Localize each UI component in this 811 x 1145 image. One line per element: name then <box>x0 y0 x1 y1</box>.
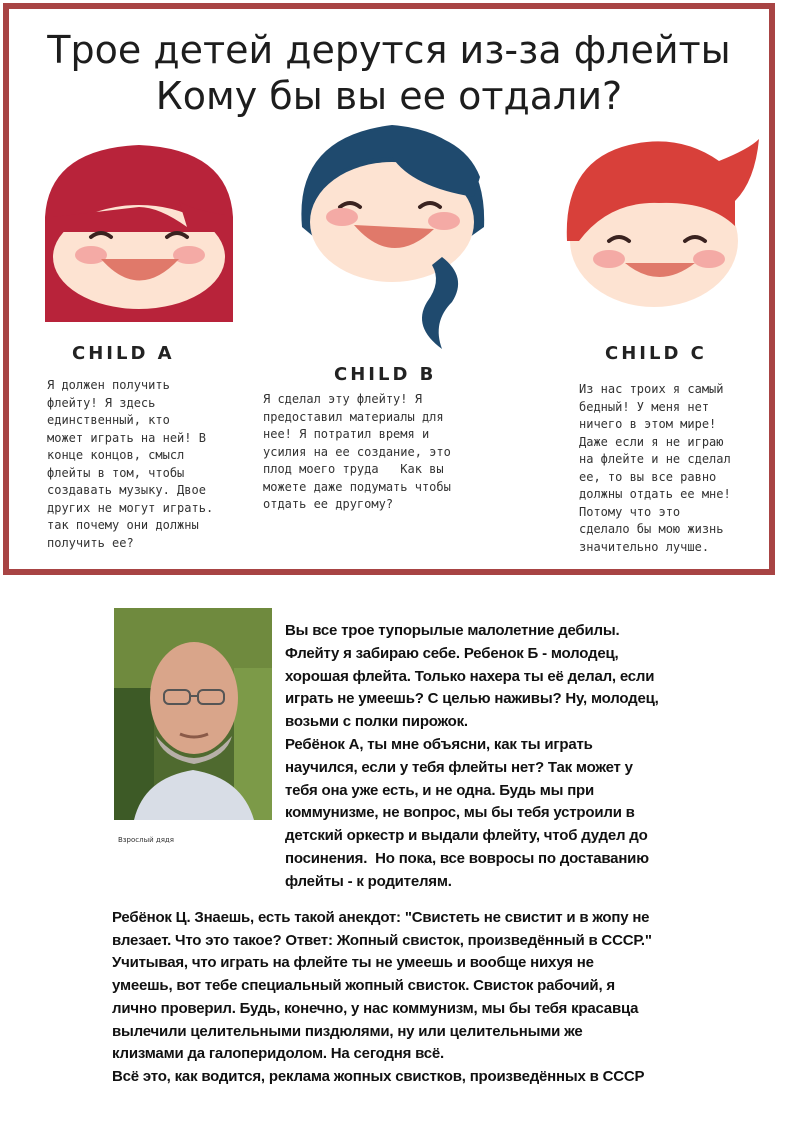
child-c-text: Из нас троих я самый бедный! У меня нет ничего в этом мире! Даже если я не играю на флейте и не сделал ее, то вы все равно должны отдать ее мне! Потому что это сделало бы мою жизнь значительно лучше. <box>579 382 731 554</box>
child-b-face-illustration <box>292 117 492 357</box>
photo-caption: Взрослый дядя <box>118 836 174 844</box>
poster-title-line-2: Кому бы вы ее отдали? <box>155 74 623 118</box>
child-a-text: Я должен получить флейту! Я здесь единственный, кто может играть на ней! В конце концов, смысл флейты в том, чтобы создавать музыку. Двое других не могут играть. так почему они должны получить ее? <box>47 378 214 550</box>
child-b-label: CHILD B <box>334 364 437 385</box>
child-c-label: CHILD C <box>605 343 707 364</box>
child-c-face-illustration <box>559 131 769 316</box>
adult-photo <box>114 608 272 820</box>
child-b-text: Я сделал эту флейту! Я предоставил материалы для нее! Я потратил время и усилия на ее создание, это плод моего труда Как вы можете даже подумать чтобы отдать ее другому? <box>263 392 451 511</box>
poster <box>3 3 775 575</box>
poster-title <box>9 27 769 119</box>
poster-title-line-1: Трое детей дерутся из-за флейты <box>47 28 731 72</box>
response-text-top: Вы все трое тупорылые малолетние дебилы. Флейту я забираю себе. Ребенок Б - молодец, хорошая флейта. Только нахера ты её делал, если играть не умеешь? С целью наживы? Ну, молодец, возьми с полки пирожок. Ребёнок А, ты мне объясни, как ты играть научился, если у тебя флейты нет? Так может у тебя она уже есть, и не одна. Будь мы при коммунизме, не вопрос, мы бы тебя устроили в детский оркестр и выдали флейту, чтоб дудел до посинения. Но пока, все вовросы по доставанию флейты - к родителям. <box>285 622 659 890</box>
response-text-bottom: Ребёнок Ц. Знаешь, есть такой анекдот: "Свистеть не свистит и в жопу не влезает. Что это такое? Ответ: Жопный свисток, произведённый в СССР." Учитывая, что играть на флейте ты не умеешь и вообще нихуя не умеешь, вот тебе специальный жопный свисток. Свисток рабочий, я лично проверил. Будь, конечно, у нас коммунизм, мы бы тебя красавца вылечили целительными пиздюлями, ну или целительными же клизмами да галоперидолом. На сегодня всё. Всё это, как водится, реклама жопных свистков, произведённых в СССР <box>112 909 652 1085</box>
child-a-face-illustration <box>39 137 239 332</box>
child-a-label: CHILD A <box>72 343 175 364</box>
